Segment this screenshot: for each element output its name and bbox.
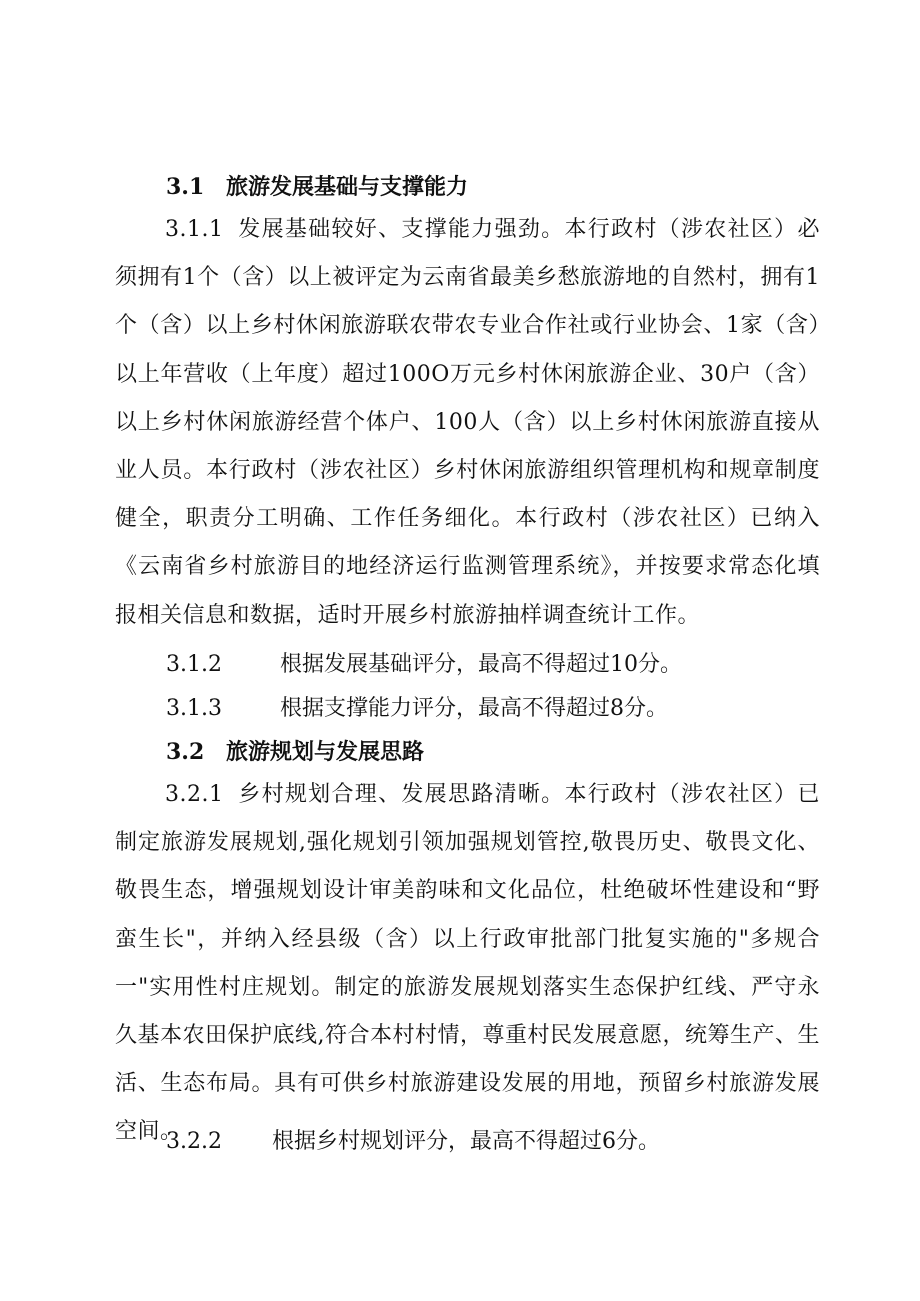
paragraph-3-1-2 <box>166 650 682 680</box>
section-number: 3.2 <box>166 739 205 765</box>
clause-number: 3.2.1 <box>165 782 224 807</box>
clause-number: 3.1.3 <box>166 696 222 721</box>
paragraph-3-2-2 <box>166 1127 660 1157</box>
clause-number: 3.1.1 <box>165 217 224 242</box>
paragraph-3-1-1 <box>115 206 820 640</box>
clause-text: 乡村规划合理、发展思路清晰。本行政村（涉农社区）已制定旅游发展规划,强化规划引领加强规划管控,敬畏历史、敬畏文化、敬畏生态，增强规划设计审美韵味和文化品位，杜绝破坏性建设和“野蛮生长"，并纳入经县级（含）以上行政审批部门批复实施的"多规合一"实用性村庄规划。制定的旅游发展规划落实生态保护红线、严守永久基本农田保护底线,符合本村村情，尊重村民发展意愿，统筹生产、生活、生态布局。具有可供乡村旅游建设发展的用地，预留乡村旅游发展空间。 <box>115 782 820 1145</box>
section-number: 3.1 <box>166 174 205 200</box>
paragraph-3-2-1 <box>115 771 820 1157</box>
section-title: 旅游规划与发展思路 <box>226 739 425 765</box>
paragraph-3-1-3 <box>166 694 668 724</box>
clause-text: 根据乡村规划评分，最高不得超过6分。 <box>272 1129 660 1154</box>
clause-text: 根据发展基础评分，最高不得超过10分。 <box>280 652 682 677</box>
section-heading-3-1 <box>166 172 468 202</box>
clause-text: 根据支撑能力评分，最高不得超过8分。 <box>280 696 668 721</box>
clause-number: 3.1.2 <box>166 652 222 677</box>
clause-number: 3.2.2 <box>166 1129 222 1154</box>
section-title: 旅游发展基础与支撑能力 <box>226 174 469 200</box>
clause-text: 发展基础较好、支撑能力强劲。本行政村（涉农社区）必须拥有1个（含）以上被评定为云南省最美乡愁旅游地的自然村，拥有1个（含）以上乡村休闲旅游联农带农专业合作社或行业协会、1家（含）以上年营收（上年度）超过100O万元乡村休闲旅游企业、30户（含）以上乡村休闲旅游经营个体户、100人（含）以上乡村休闲旅游直接从业人员。本行政村（涉农社区）乡村休闲旅游组织管理机构和规章制度健全，职责分工明确、工作任务细化。本行政村（涉农社区）已纳入《云南省乡村旅游目的地经济运行监测管理系统》，并按要求常态化填报相关信息和数据，适时开展乡村旅游抽样调查统计工作。 <box>115 217 820 628</box>
section-heading-3-2 <box>166 737 424 767</box>
